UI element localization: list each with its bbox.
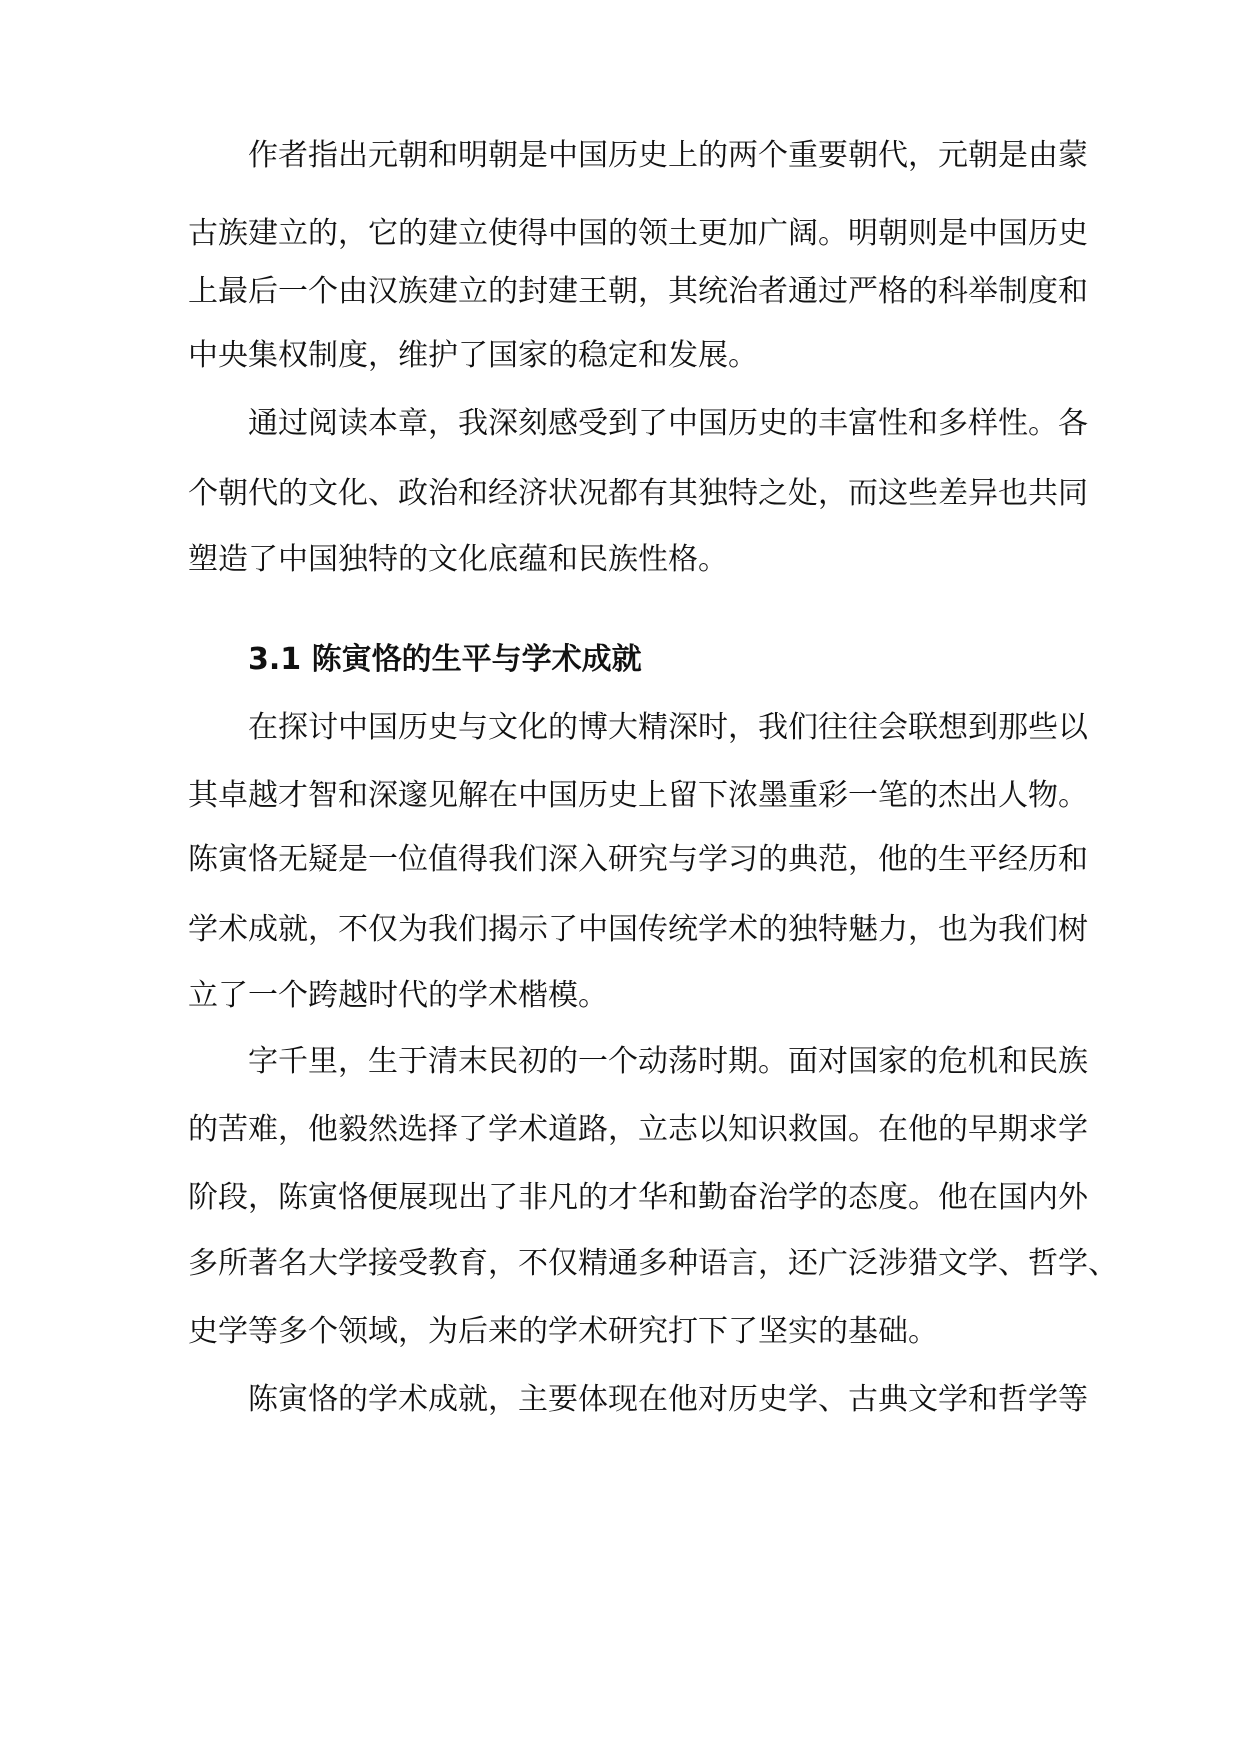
paragraph-1-line-2: 古族建立的，它的建立使得中国的领土更加广阔。明朝则是中国历史	[188, 216, 1088, 251]
section-paragraph-1-line-5: 立了一个跨越时代的学术楷模。	[188, 978, 608, 1013]
paragraph-2-line-1: 通过阅读本章，我深刻感受到了中国历史的丰富性和多样性。各	[248, 406, 1088, 441]
section-paragraph-2-line-3: 阶段，陈寅恪便展现出了非凡的才华和勤奋治学的态度。他在国内外	[188, 1180, 1088, 1215]
paragraph-1-line-3: 上最后一个由汉族建立的封建王朝，其统治者通过严格的科举制度和	[188, 274, 1088, 309]
section-paragraph-2-line-5: 史学等多个领域，为后来的学术研究打下了坚实的基础。	[188, 1314, 938, 1349]
paragraph-1-line-4: 中央集权制度，维护了国家的稳定和发展。	[188, 338, 758, 373]
section-paragraph-2-line-1: 字千里，生于清末民初的一个动荡时期。面对国家的危机和民族	[248, 1044, 1088, 1079]
section-paragraph-1-line-1: 在探讨中国历史与文化的博大精深时，我们往往会联想到那些以	[248, 710, 1088, 745]
paragraph-1-line-1: 作者指出元朝和明朝是中国历史上的两个重要朝代，元朝是由蒙	[248, 138, 1088, 173]
paragraph-2-line-3: 塑造了中国独特的文化底蕴和民族性格。	[188, 542, 728, 577]
section-paragraph-2-line-2: 的苦难，他毅然选择了学术道路，立志以知识救国。在他的早期求学	[188, 1112, 1088, 1147]
section-paragraph-1-line-2: 其卓越才智和深邃见解在中国历史上留下浓墨重彩一笔的杰出人物。	[188, 778, 1088, 813]
section-paragraph-1-line-3: 陈寅恪无疑是一位值得我们深入研究与学习的典范，他的生平经历和	[188, 842, 1088, 877]
section-heading: 3.1 陈寅恪的生平与学术成就	[248, 642, 642, 677]
section-paragraph-3-line-1: 陈寅恪的学术成就，主要体现在他对历史学、古典文学和哲学等	[248, 1382, 1088, 1417]
paragraph-2-line-2: 个朝代的文化、政治和经济状况都有其独特之处，而这些差异也共同	[188, 476, 1088, 511]
section-paragraph-2-line-4: 多所著名大学接受教育，不仅精通多种语言，还广泛涉猎文学、哲学、	[188, 1246, 1118, 1281]
section-paragraph-1-line-4: 学术成就，不仅为我们揭示了中国传统学术的独特魅力，也为我们树	[188, 912, 1088, 947]
